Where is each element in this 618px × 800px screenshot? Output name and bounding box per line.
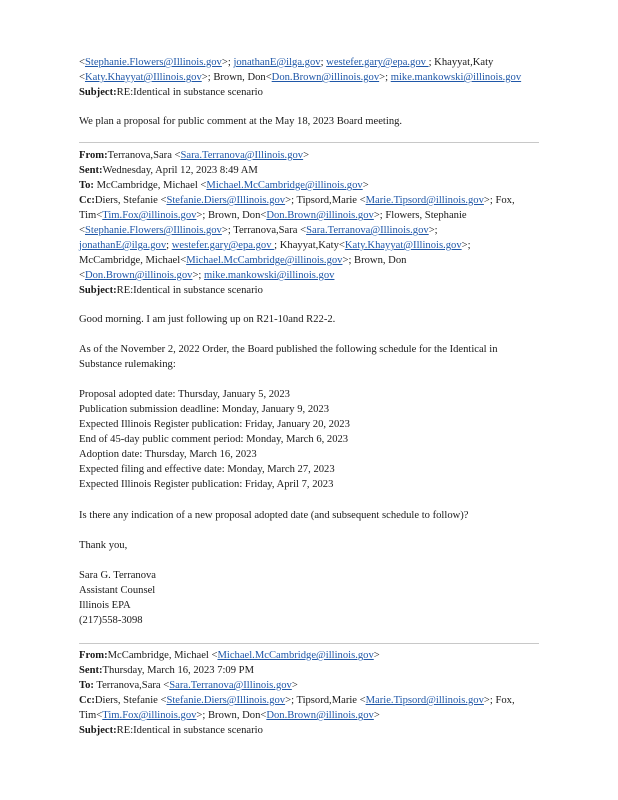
cc-line-5 [79, 254, 406, 267]
email-link[interactable]: Michael.McCambridge@illinois.gov [206, 180, 363, 191]
sent-line [79, 664, 254, 677]
text: >; [461, 240, 471, 251]
email-link[interactable]: Marie.Tipsord@illinois.gov [365, 695, 484, 706]
email-link[interactable]: Katy.Khayyat@Illinois.gov [344, 240, 462, 251]
text: Diers, Stefanie < [94, 195, 167, 206]
question: Is there any indication of a new proposal adopted date (and subsequent schedule to follow)? [79, 510, 469, 521]
text: >; [428, 225, 438, 236]
subject-label: Subject: [79, 725, 117, 736]
text: Diers, Stefanie < [94, 695, 167, 706]
text: Tim< [79, 210, 103, 221]
text: >; Brown, Don [342, 255, 407, 266]
text: < [79, 225, 85, 236]
email-link[interactable]: Sara.Terranova@Illinois.gov [306, 225, 429, 236]
email-link[interactable]: Don.Brown@illinois.gov [271, 72, 380, 83]
cc-line-3 [79, 224, 438, 237]
text: >; Brown, Don< [196, 210, 267, 221]
cc-label: Cc: [79, 695, 95, 706]
text: > [303, 150, 310, 161]
text: > [373, 650, 380, 661]
text: ; Khayyat,Katy [428, 57, 494, 68]
text: >; Fox, [483, 695, 515, 706]
subject-line [79, 724, 263, 737]
subject-label: Subject: [79, 285, 117, 296]
sent-line [79, 164, 258, 177]
email-divider [79, 142, 539, 143]
email-divider [79, 643, 539, 644]
schedule-item: Proposal adopted date: Thursday, January 5, 2023 [79, 389, 290, 400]
schedule-item: Expected filing and effective date: Monday, March 27, 2023 [79, 464, 335, 475]
sent-date: Thursday, March 16, 2023 7:09 PM [102, 665, 254, 676]
email-link[interactable]: Tim.Fox@illinois.gov [102, 210, 197, 221]
paragraph: Substance rulemaking: [79, 359, 176, 370]
text: ; [320, 57, 327, 68]
text: >; [379, 72, 391, 83]
to-continuation-line-2 [79, 71, 521, 84]
text: ; Khayyat,Katy< [274, 240, 345, 251]
text: >; Tipsord,Marie < [285, 195, 366, 206]
text: < [79, 57, 85, 68]
email-link[interactable]: westefer.gary@epa.gov [171, 240, 275, 251]
email-link[interactable]: Don.Brown@illinois.gov [266, 210, 374, 221]
email-link[interactable]: jonathanE@ilga.gov [79, 240, 167, 251]
text: McCambridge, Michael < [93, 180, 207, 191]
schedule-item: Adoption date: Thursday, March 16, 2023 [79, 449, 257, 460]
text: McCambridge, Michael< [79, 255, 187, 266]
signature-title: Assistant Counsel [79, 585, 156, 596]
email-link[interactable]: Tim.Fox@illinois.gov [102, 710, 197, 721]
email-link[interactable]: Sara.Terranova@Illinois.gov [169, 680, 292, 691]
email-link[interactable]: Katy.Khayyat@Illinois.gov [84, 72, 202, 83]
body-text: We plan a proposal for public comment at the May 18, 2023 Board meeting. [79, 116, 403, 127]
cc-line-2 [79, 209, 467, 222]
closing: Thank you, [79, 540, 128, 551]
cc-label: Cc: [79, 195, 95, 206]
greeting: Good morning. I am just following up on R21-10and R22-2. [79, 314, 336, 325]
text: >; Brown, Don< [196, 710, 267, 721]
from-label: From: [79, 650, 108, 661]
text: ; [166, 240, 172, 251]
sent-date: Wednesday, April 12, 2023 8:49 AM [102, 165, 258, 176]
sent-label: Sent: [79, 665, 103, 676]
to-continuation-line-1 [79, 56, 493, 69]
email-link[interactable]: jonathanE@ilga.gov [233, 57, 321, 68]
subject-label: Subject: [79, 87, 117, 98]
cc-line-4 [79, 239, 471, 252]
text: > [291, 680, 298, 691]
text: >; Tipsord,Marie < [285, 695, 366, 706]
email-link[interactable]: mike.mankowski@illinois.gov [390, 72, 522, 83]
text: > [362, 180, 369, 191]
text: >; Fox, [483, 195, 515, 206]
text: >; Terranova,Sara < [221, 225, 307, 236]
text: < [79, 72, 85, 83]
text: Terranova,Sara < [93, 680, 170, 691]
cc-line-2 [79, 709, 380, 722]
email-link[interactable]: Michael.McCambridge@illinois.gov [186, 255, 343, 266]
text: >; [192, 270, 205, 281]
to-label: To: [79, 680, 94, 691]
schedule-item: End of 45-day public comment period: Monday, March 6, 2023 [79, 434, 349, 445]
email-link[interactable]: Marie.Tipsord@illinois.gov [365, 195, 484, 206]
signature-name: Sara G. Terranova [79, 570, 157, 581]
subject-line [79, 86, 263, 99]
email-link[interactable]: Michael.McCambridge@illinois.gov [217, 650, 374, 661]
email-link[interactable]: Stephanie.Flowers@Illinois.gov [84, 225, 222, 236]
schedule-item: Expected Illinois Register publication: Friday, January 20, 2023 [79, 419, 350, 430]
cc-line-1 [79, 194, 515, 207]
text: > [373, 710, 380, 721]
cc-line-6 [79, 269, 334, 282]
text: Terranova,Sara < [107, 150, 181, 161]
sent-label: Sent: [79, 165, 103, 176]
subject-text: RE:Identical in substance scenario [116, 87, 263, 98]
from-line [79, 149, 309, 162]
email-link[interactable]: Stephanie.Flowers@Illinois.gov [84, 57, 222, 68]
signature-org: Illinois EPA [79, 600, 131, 611]
text: Tim< [79, 710, 103, 721]
paragraph: As of the November 2, 2022 Order, the Board published the following schedule for the Identical in [79, 344, 498, 355]
text: >; Brown, Don< [201, 72, 272, 83]
text: >; Flowers, Stephanie [373, 210, 467, 221]
to-line [79, 679, 298, 692]
email-link[interactable]: Don.Brown@illinois.gov [266, 710, 374, 721]
to-line [79, 179, 369, 192]
text: < [79, 270, 85, 281]
text: McCambridge, Michael < [107, 650, 218, 661]
to-label: To: [79, 180, 94, 191]
email-link[interactable]: westefer.gary@epa.gov [326, 57, 429, 68]
from-label: From: [79, 150, 108, 161]
text: >; [221, 57, 234, 68]
subject-line [79, 284, 263, 297]
schedule-item: Expected Illinois Register publication: Friday, April 7, 2023 [79, 479, 334, 490]
email-link[interactable]: Sara.Terranova@Illinois.gov [180, 150, 304, 161]
email-link[interactable]: Stefanie.Diers@Illinois.gov [166, 695, 286, 706]
email-link[interactable]: mike.mankowski@illinois.gov [204, 270, 335, 281]
subject-text: RE:Identical in substance scenario [116, 285, 263, 296]
schedule-item: Publication submission deadline: Monday, January 9, 2023 [79, 404, 330, 415]
cc-line-1 [79, 694, 515, 707]
signature-phone: (217)558-3098 [79, 615, 143, 626]
email-link[interactable]: Don.Brown@illinois.gov [84, 270, 193, 281]
subject-text: RE:Identical in substance scenario [116, 725, 263, 736]
from-line [79, 649, 380, 662]
email-link[interactable]: Stefanie.Diers@Illinois.gov [166, 195, 286, 206]
